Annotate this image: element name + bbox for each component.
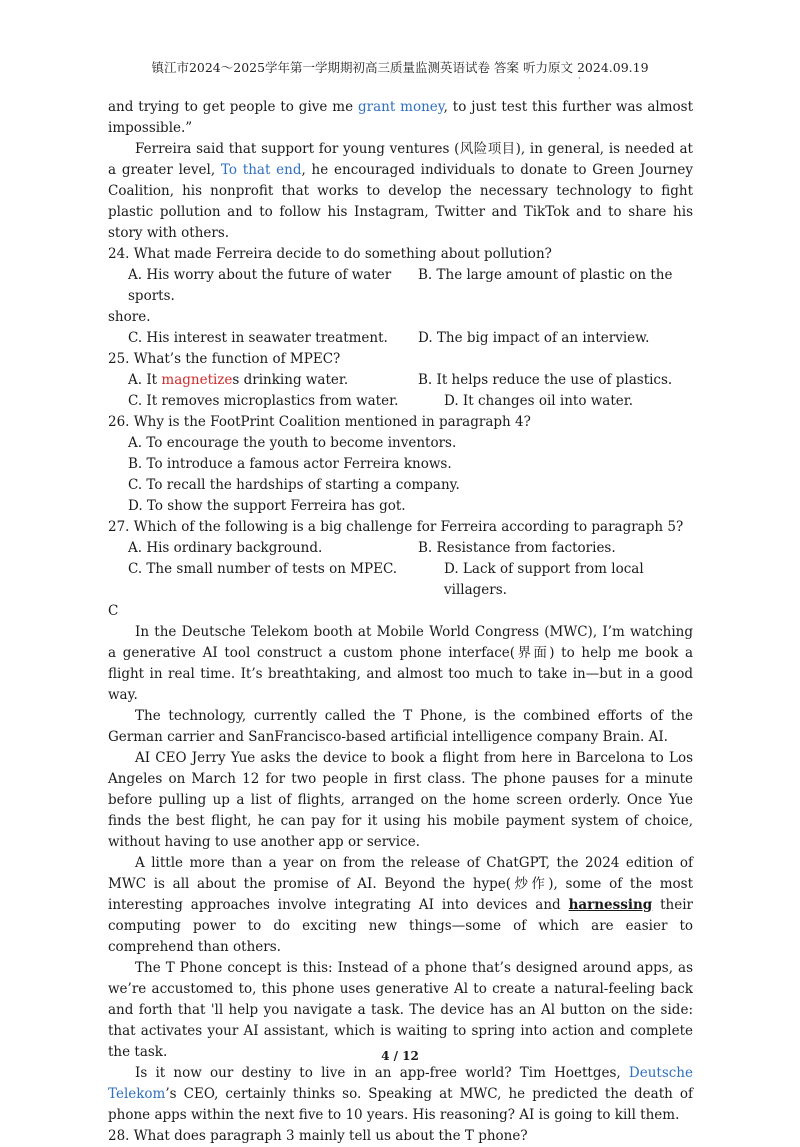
text: , to just test this further was almost impossible.” bbox=[108, 99, 694, 136]
paragraph-c5: The T Phone concept is this: Instead of a phone that’s designed around apps, as we’re accustomed to, this phone uses generative Al to create a natural-feeling back and forth that 'll help you navigate a task. The device has an Al button on the side: that activates your AI assistant, which is waiting to spring into action and complete the task. bbox=[108, 960, 693, 1060]
highlight-to-that-end: To that end bbox=[220, 162, 302, 178]
question-28-stem: 28. What does paragraph 3 mainly tell us about the T phone? bbox=[108, 1128, 528, 1144]
option-27d: D. Lack of support from local villagers. bbox=[444, 561, 644, 598]
paragraph-c3: AI CEO Jerry Yue asks the device to book a flight from here in Barcelona to Los Angeles on March 12 for two people in first class. The phone pauses for a minute before pulling up a list of flights, arranged on the home screen orderly. Once Yue finds the best flight, he can pay for it using his mobile payment system of choice, without having to use another app or service. bbox=[108, 750, 693, 850]
question-27-options-cd bbox=[108, 559, 693, 601]
text: A little more than a year on from the release of ChatGPT, the 2024 edition of MWC is all about the promise of AI. Beyond the hype(炒作), some of the most interesting approaches involve integrating AI into devices and bbox=[108, 855, 693, 913]
question-25-stem: 25. What’s the function of MPEC? bbox=[108, 351, 341, 367]
option-24b-start: B. The large amount of plastic on the bbox=[418, 267, 673, 283]
question-25-options-ab bbox=[108, 370, 693, 391]
option-24c: C. His interest in seawater treatment. bbox=[128, 330, 388, 346]
option-27c: C. The small number of tests on MPEC. bbox=[128, 561, 398, 577]
text: A. It bbox=[128, 372, 162, 388]
paragraph-continued bbox=[108, 97, 693, 139]
option-24a: A. His worry about the future of water sports. bbox=[128, 267, 392, 304]
question-24-options-ab bbox=[108, 265, 693, 307]
text: ’s CEO, certainly thinks so. Speaking at MWC, he predicted the death of phone apps within the next five to 10 years. His reasoning? AI is going to kill them. bbox=[108, 1086, 693, 1123]
option-26c: C. To recall the hardships of starting a company. bbox=[128, 477, 460, 493]
highlight-deutsche-telekom: Deutsche Telekom bbox=[108, 1065, 693, 1102]
highlight-grant-money: grant money bbox=[357, 99, 444, 115]
option-27b: B. Resistance from factories. bbox=[418, 540, 616, 556]
paragraph-c2: The technology, currently called the T Phone, is the combined efforts of the German carrier and SanFrancisco-based artificial intelligence company Brain. AI. bbox=[108, 708, 693, 745]
option-25b: B. It helps reduce the use of plastics. bbox=[418, 372, 673, 388]
paragraph-c6 bbox=[108, 1063, 693, 1126]
option-26b: B. To introduce a famous actor Ferreira knows. bbox=[128, 456, 452, 472]
page-header: 镇江市2024～2025学年第一学期期初高三质量监测英语试卷 答案 听力原文 2024.09.19 bbox=[151, 60, 649, 75]
option-25d: D. It changes oil into water. bbox=[444, 393, 634, 409]
option-26d: D. To show the support Ferreira has got. bbox=[128, 498, 406, 514]
document-body bbox=[108, 97, 693, 1147]
option-25a bbox=[108, 370, 418, 391]
option-25c: C. It removes microplastics from water. bbox=[128, 393, 399, 409]
question-26-stem: 26. Why is the FootPrint Coalition mentioned in paragraph 4? bbox=[108, 414, 531, 430]
question-27-stem: 27. Which of the following is a big challenge for Ferreira according to paragraph 5? bbox=[108, 519, 684, 535]
paragraph-c1: In the Deutsche Telekom booth at Mobile World Congress (MWC), I’m watching a generative AI tool construct a custom phone interface(界面) to help me book a flight in real time. It’s breathtaking, and almost too much to take in—but in a good way. bbox=[108, 624, 693, 703]
text: , he encouraged individuals to donate to Green Journey Coalition, his nonprofit that works to develop the necessary technology to fight plastic pollution and to follow his Instagram, Twitter and TikTok and to share his story with others. bbox=[108, 162, 693, 241]
text: and trying to get people to give me bbox=[108, 99, 358, 115]
highlight-magnetize: magnetize bbox=[161, 372, 233, 388]
page-number: 4 / 12 bbox=[381, 1049, 419, 1063]
option-24d: D. The big impact of an interview. bbox=[418, 330, 650, 346]
question-24-stem: 24. What made Ferreira decide to do something about pollution? bbox=[108, 246, 552, 262]
section-c-heading: C bbox=[108, 603, 119, 619]
option-26a: A. To encourage the youth to become inventors. bbox=[128, 435, 457, 451]
text: Is it now our destiny to live in an app-free world? Tim Hoettges, bbox=[135, 1065, 629, 1081]
option-24b-end: shore. bbox=[108, 309, 151, 325]
highlight-harnessing: harnessing bbox=[568, 897, 653, 913]
question-25-options-cd bbox=[108, 391, 693, 412]
text: s drinking water. bbox=[232, 372, 349, 388]
paragraph-ferreira bbox=[108, 139, 693, 244]
option-27a: A. His ordinary background. bbox=[128, 540, 323, 556]
question-27-options-ab bbox=[108, 538, 693, 559]
dot-mark: · bbox=[578, 74, 581, 84]
text: Ferreira said that support for young ventures (风险项目), in general, is needed at a greater level, bbox=[108, 141, 693, 178]
paragraph-c4 bbox=[108, 853, 693, 958]
text: their computing power to do exciting new things—some of which are easier to comprehend than others. bbox=[108, 897, 694, 955]
question-24-options-cd bbox=[108, 328, 693, 349]
